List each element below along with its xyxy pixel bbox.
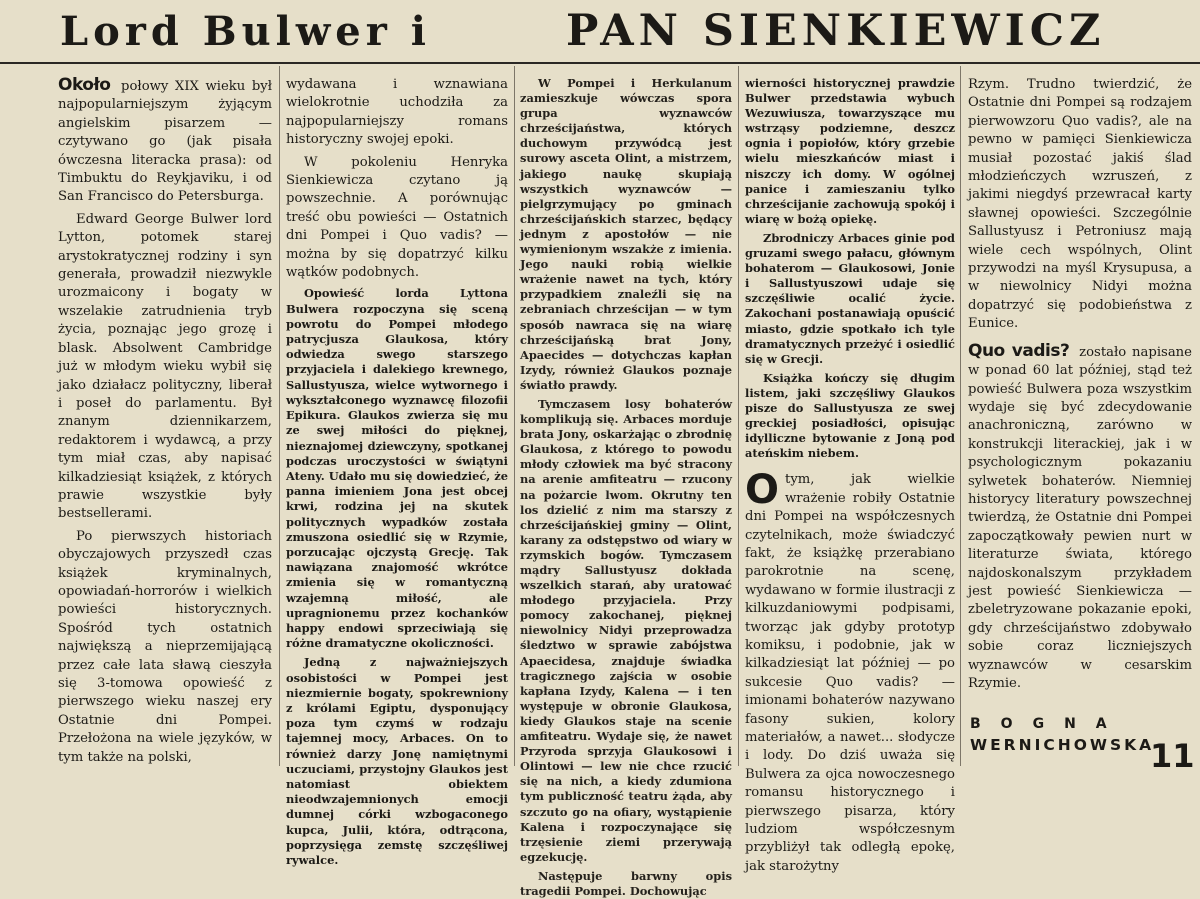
- author-first-name: BOGNA: [970, 716, 1127, 732]
- paragraph: Około połowy XIX wieku był najpopularniejszym żyjącym angielskim pisarzem — czytywano go (jak pisała ówczesna literacka prasa): od Timbuktu do Reykjaviku, i od San Francisco do Petersburga.: [58, 75, 272, 205]
- column-5: [968, 76, 1192, 712]
- column-4: [745, 76, 955, 874]
- page-number: 11: [1150, 737, 1195, 775]
- author-last-name: WERNICHOWSKA: [970, 736, 1155, 754]
- headline-pan-sienkiewicz: PAN SIENKIEWICZ: [566, 6, 1106, 56]
- paragraph: Tymczasem losy bohaterów komplikują się. Arbaces morduje brata Jony, oskarżając o zbrodnię Glaukosa, z którego to powodu młody człowiek ma być stracony na arenie amfiteatru — rzucony na pożarcie lwom. Okrutny ten los dzielić z nim ma starszy z chrześcijańskiej gminy — Olint, karany za odstępstwo od wiary w rzymskich bogów. Tymczasem mądry Sallustyusz dokłada wszelkich starań, aby uratować młodego przyjaciela. Przy pomocy zakochanej, pięknej niewolnicy Nidyi przeprowadza śledztwo w sprawie zabójstwa Apaecidesa, znajduje świadka tragicznego zajścia w osobie kapłana Izydy, Kalena — i ten występuje w obronie Glaukosa, kiedy Glaukos staje na scenie amfiteatru. Wydaje się, że nawet Przyrodа sprzyja Glaukosowi i Olintowi — lew nie chce rzucić się na nich, a kiedy zdumiona tym publiczność teatru żąda, aby szczuto go na ofiary, wystąpienie Kalena i rozpoczynające się trzęsienie ziemi przerywają egzekucję.: [520, 396, 732, 864]
- paragraph: Otym, jak wielkie wrażenie robiły Ostatnie dni Pompei na współczesnych czytelnikach, może świadczyć fakt, że książkę przerabiano parokrotnie na scenę, wydawano w formie ilustracji z kilkuzdaniowymi podpisami, tworząc jak gdyby prototyp komiksu, i podobnie, jak w kilkadziesiąt lat później — po sukcesie Quo vadis? — imionami bohaterów nazywano fasony sukien, kolory materiałów, a nawet... słodycze i lody. Do dziś uważa się Bulwera za ojca nowoczesnego romansu historycznego i pierwszego pisarza, który ludziom współczesnym przybliżył tak odległą epokę, jak starożytny: [745, 467, 955, 874]
- column-divider: [279, 66, 280, 766]
- paragraph: Następuje barwny opis tragedii Pompei. Dochowując: [520, 868, 732, 898]
- paragraph: Rzym. Trudno twierdzić, że Ostatnie dni Pompei są rodzajem pierwowzoru Quo vadis?, ale na pewno w pamięci Sienkiewicza musiał pozostać jakiś ślad młodzieńczych wzruszeń, z jakimi niegdyś przewracał karty sławnej opowieści. Szczególnie Sallustyusz i Petroniusz mają wiele cech wspólnych, Olint przywodzi na myśl Krysupusa, a w niewolnicy Nidyi można dopatrzyć się podobieństwa z Eunice.: [968, 77, 1192, 332]
- paragraph: Zbrodniczy Arbaces ginie pod gruzami swego pałacu, głównym bohaterom — Glaukosowi, Jonie i Sallustyuszowi udaje się szczęśliwie ocalić życie. Zakochani postanawiają opuścić miasto, gdzie spotkało ich tyle dramatycznych przeżyć i osiedlić się w Grecji.: [745, 230, 955, 366]
- lead-word: Około: [58, 75, 111, 95]
- column-3: [520, 76, 732, 898]
- column-1: [58, 76, 272, 766]
- paragraph: wierności historycznej prawdzie Bulwer przedstawia wybuch Wezuwiusza, towarzyszące mu wstrząsy podziemne, deszcz ognia i popiołów, który grzebie wielu mieszkańców miast i niszczy ich domy. W ogólnej panice i zamieszaniu tylko chrześcijanie zachowują spokój i wiarę w bożą opiekę.: [745, 76, 955, 226]
- headline: [0, 0, 1200, 64]
- paragraph: wydawana i wznawiana wielokrotnie uchodziła za najpopularniejszy romans historyczny swojej epoki.: [286, 77, 508, 148]
- paragraph: Quo vadis? zostało napisane w ponad 60 lat później, stąd też powieść Bulwera poza wszystkim wydaje się być zdecydowanie anachroniczną, zarówno w konstrukcji literackiej, jak i w psychologicznym pokazaniu sylwetek bohaterów. Niemniej historycy literatury powszechnej twierdzą, że Ostatnie dni Pompei zapoczątkowały pewien nurt w literaturze świata, którego najdoskonalszym przykładem jest powieść Sienkiewicza — zbeletryzowane pokazanie epoki, gdy chrześcijaństwo zdobywało sobie coraz liczniejszych wyznawców w cesarskim Rzymie.: [968, 340, 1192, 691]
- paragraph: W Pompei i Herkulanum zamieszkuje wówczas spora grupa wyznawców chrześcijaństwa, których duchowym przywódcą jest surowy asceta Olint, a mistrzem, jakiego naukę skupiają wszystkich wyznawców — pielgrzymujący po gminach chrześcijańskich starzec, będący jednym z apostołów — nie wymienionym wszakże z imienia. Jego nauki robią wielkie wrażenie nawet na tych, który przypadkiem znaleźli się na zebraniach chrześcijan — w tym sposób nawraca się na wiarę chrześcijańską brat Jony, Apaecides — dotychczas kapłan Izydy, również Glaukos poznaje światło prawdy.: [520, 76, 732, 392]
- paragraph: Książka kończy się długim listem, jaki szczęśliwy Glaukos pisze do Sallustyusza ze swej greckiej posiadłości, opisując idylliczne bytowanie z Joną pod ateńskim niebem.: [745, 370, 955, 461]
- paragraph: Opowieść lorda Lyttona Bulwera rozpoczyna się sceną powrotu do Pompei młodego patrycjusza Glaukosa, który odwiedza swego starszego przyjaciela i dalekiego krewnego, Sallustyusza, wielce wytwornego i wykształconego wyznawcę filozofii Epikura. Glaukos zwierza się mu ze swej miłości do pięknej, nieznajomej dziewczyny, spotkanej podczas uroczystości w świątyni Ateny. Udało mu się dowiedzieć, że panna imieniem Jona jest obcej krwi, rodzina jej na skutek politycznych wypadków została zmuszona osiedlić się w Rzymie, porzucając ojczystą Grecję. Tak nawiązana znajomość wkrótce zmienia się w romantyczną wzajemną miłość, ale upragnionemu przez kochanków happy endowi sprzeciwiają się różne dramatyczne okoliczności.: [286, 286, 508, 651]
- column-divider: [514, 66, 515, 766]
- headline-lord-bulwer: Lord Bulwer i: [60, 8, 431, 55]
- paragraph: W pokoleniu Henryka Sienkiewicza czytano ją powszechnie. A porównując treść obu powieści — Ostatnich dni Pompei i Quo vadis? — można by się dopatrzyć kilku wątków podobnych.: [286, 154, 508, 281]
- paragraph: Edward George Bulwer lord Lytton, potomek starej arystokratycznej rodziny i syn generała, prowadził niezwykle urozmaicony i bogaty w wszelakie zatrudnienia tryb życia, poznając jego grozę i blask. Absolwent Cambridge już w młodym wieku wybił się jako działacz polityczny, liberał i poseł do parlamentu. Był znanym dziennikarzem, redaktorem i wydawcą, a przy tym miał czas, aby napisać kilkadziesiąt książek, z których prawie wszystkie były bestsellerami.: [58, 211, 272, 522]
- lead-title: Quo vadis?: [968, 340, 1070, 361]
- column-2: [286, 76, 508, 867]
- column-divider: [738, 66, 739, 766]
- paragraph: Jedną z najważniejszych osobistości w Pompei jest niezmiernie bogaty, spokrewniony z królami Egiptu, dysponujący poza tym czymś w rodzaju tajemnej mocy, Arbaces. On to również darzy Jonę namiętnymi uczuciami, przystojny Glaukos jest natomiast obiektem nieodwzajemnionych emocji dumnej córki wzbogaconego kupca, Julii, która, odtrącona, poprzysięga zemstę szczęśliwej rywalce.: [286, 655, 508, 867]
- column-divider: [960, 66, 961, 766]
- drop-cap: O: [745, 467, 780, 514]
- paragraph: Po pierwszych historiach obyczajowych przyszedł czas książek kryminalnych, opowiadań-horrorów i wielkich powieści historycznych. Spośród tych ostatnich największą a nieprzemijającą przez całe lata sławą cieszyła się 3-tomowa opowieść z pierwszego wieku naszej ery Ostatnie dni Pompei. Przełożona na wiele języków, w tym także na polski,: [58, 528, 272, 765]
